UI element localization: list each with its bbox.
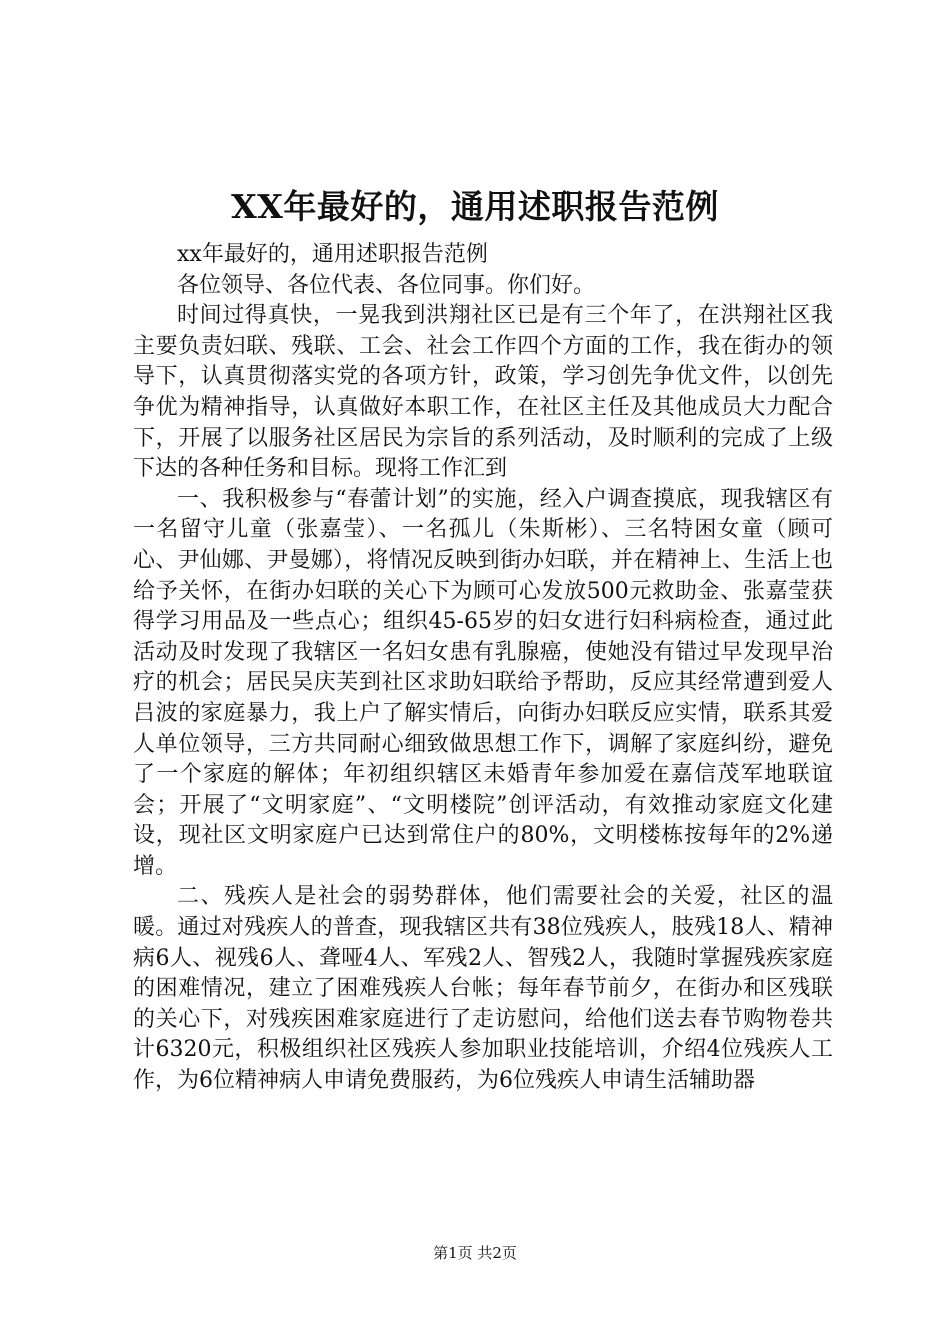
page-footer: 第1页 共2页: [433, 1244, 517, 1262]
paragraph-section-one: 一、我积极参与“春蕾计划”的实施，经入户调查摸底，现我辖区有一名留守儿童（张嘉莹）、一名孤儿（朱斯彬）、三名特困女童（顾可心、尹仙娜、尹曼娜），将情况反映到街办妇联，并在精神上、生活上也给予关怀，在街办妇联的关心下为顾可心发放500元救助金、张嘉莹获得学习用品及一些点心；组织45-65岁的妇女进行妇科病检查，通过此活动及时发现了我辖区一名妇女患有乳腺癌，使她没有错过早发现早治疗的机会；居民吴庆芙到社区求助妇联给予帮助，反应其经常遭到爱人吕波的家庭暴力，我上户了解实情后，向街办妇联反应实情，联系其爱人单位领导，三方共同耐心细致做思想工作下，调解了家庭纠纷，避免了一个家庭的解体；年初组织辖区未婚青年参加爱在嘉信茂军地联谊会；开展了“文明家庭”、“文明楼院”创评活动，有效推动家庭文化建设，现社区文明家庭户已达到常住户的80%，文明楼栋按每年的2%递增。: [133, 486, 833, 879]
document-title: XX年最好的，通用述职报告范例: [231, 187, 719, 226]
paragraph-greeting: 各位领导、各位代表、各位同事。你们好。: [177, 272, 596, 298]
paragraph-subtitle: xx年最好的，通用述职报告范例: [177, 242, 488, 267]
paragraph-section-two: 二、残疾人是社会的弱势群体，他们需要社会的关爱，社区的温暖。通过对残疾人的普查，现我辖区共有38位残疾人，肢残18人、精神病6人、视残6人、聋哑4人、军残2人、智残2人，我随时掌握残疾家庭的困难情况，建立了困难残疾人台帐；每年春节前夕，在街办和区残联的关心下，对残疾困难家庭进行了走访慰问，给他们送去春节购物卷共计6320元，积极组织社区残疾人参加职业技能培训，介绍4位残疾人工作，为6位精神病人申请免费服药，为6位残疾人申请生活辅助器: [133, 884, 833, 1094]
document-body: [133, 240, 833, 1097]
paragraph-intro: 时间过得真快，一晃我到洪翔社区已是有三个年了，在洪翔社区我主要负责妇联、残联、工会、社会工作四个方面的工作，我在街办的领导下，认真贯彻落实党的各项方针，政策，学习创先争优文件，以创先争优为精神指导，认真做好本职工作，在社区主任及其他成员大力配合下，开展了以服务社区居民为宗旨的系列活动，及时顺利的完成了上级下达的各种任务和目标。现将工作汇到: [133, 303, 833, 482]
